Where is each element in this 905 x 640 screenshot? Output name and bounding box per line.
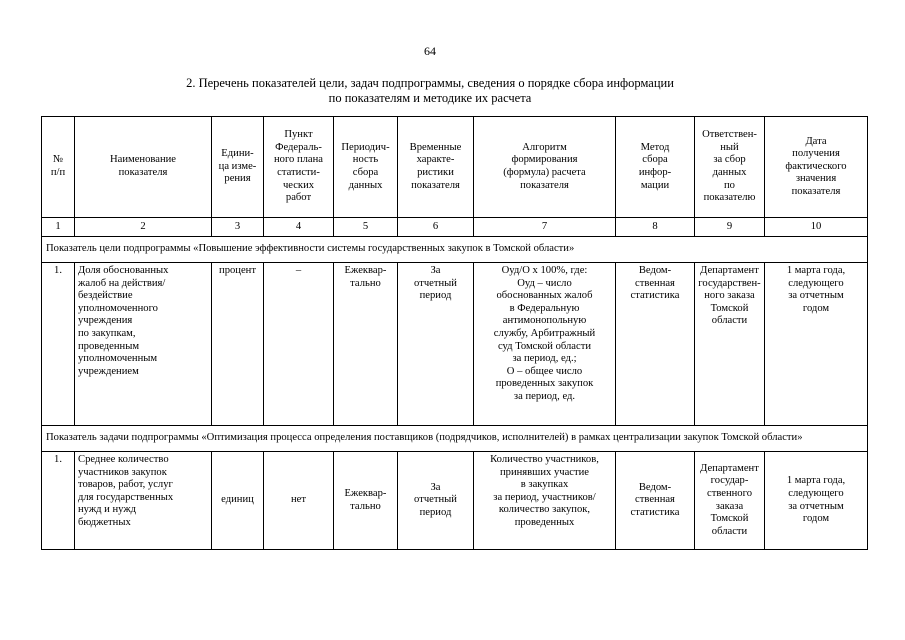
- header-cell-periodicity: Периодич- ность сбора данных: [334, 117, 398, 218]
- column-number: 9: [695, 218, 765, 237]
- collection-method: Ведом- ственная статистика: [616, 263, 695, 426]
- indicator-unit: единиц: [212, 452, 264, 550]
- section-title-goal: Показатель цели подпрограммы «Повышение эффективности системы государственных закупок в Томской области»: [42, 237, 868, 263]
- column-number: 6: [398, 218, 474, 237]
- table-row: [42, 452, 868, 550]
- indicator-name: Доля обоснованных жалоб на действия/ бездействие уполномоченного учреждения по закупкам, проведенным уполномоченным учреждением: [75, 263, 212, 426]
- column-number: 10: [765, 218, 868, 237]
- header-cell-date: Дата получения фактического значения показателя: [765, 117, 868, 218]
- header-row: [42, 117, 868, 218]
- indicator-unit: процент: [212, 263, 264, 426]
- table-row: [42, 263, 868, 426]
- periodicity: Ежеквар- тально: [334, 452, 398, 550]
- responsible-body: Департамент государ- ственного заказа Томской области: [695, 452, 765, 550]
- responsible-body: Департамент государствен- ного заказа Томской области: [695, 263, 765, 426]
- federal-plan-item: –: [264, 263, 334, 426]
- indicators-table: [41, 116, 868, 550]
- column-number: 8: [616, 218, 695, 237]
- document-title: [0, 76, 860, 106]
- row-num: 1.: [42, 263, 75, 426]
- calculation-algorithm: Оуд/О x 100%, где: Оуд – число обоснованных жалоб в Федеральную антимонопольную службу, Арбитражный суд Томской области за период, ед.; О – общее число проведенных закупок за период, ед.: [474, 263, 616, 426]
- collection-method: Ведом- ственная статистика: [616, 452, 695, 550]
- column-number: 3: [212, 218, 264, 237]
- section-title-task: Показатель задачи подпрограммы «Оптимизация процесса определения поставщиков (подрядчиков, исполнителей) в рамках централизации закупок Томской области»: [42, 426, 868, 452]
- calculation-algorithm: Количество участников, принявших участие в закупках за период, участников/ количество закупок, проведенных: [474, 452, 616, 550]
- value-date: 1 марта года, следующего за отчетным годом: [765, 452, 868, 550]
- page-number: 64: [424, 44, 436, 58]
- section-row: [42, 237, 868, 263]
- column-number: 4: [264, 218, 334, 237]
- column-number: 5: [334, 218, 398, 237]
- header-cell-unit: Едини- ца изме- рения: [212, 117, 264, 218]
- section-row: [42, 426, 868, 452]
- header-cell-responsible: Ответствен- ный за сбор данных по показателю: [695, 117, 765, 218]
- value-date: 1 марта года, следующего за отчетным годом: [765, 263, 868, 426]
- column-number: 7: [474, 218, 616, 237]
- header-cell-method: Метод сбора инфор- мации: [616, 117, 695, 218]
- header-cell-algorithm: Алгоритм формирования (формула) расчета показателя: [474, 117, 616, 218]
- header-cell-federal-plan: Пункт Федераль- ного плана статисти- ческих работ: [264, 117, 334, 218]
- column-number-row: [42, 218, 868, 237]
- column-number: 1: [42, 218, 75, 237]
- header-cell-name: Наименование показателя: [75, 117, 212, 218]
- title-line-2: по показателям и методике их расчета: [328, 91, 532, 105]
- column-number: 2: [75, 218, 212, 237]
- federal-plan-item: нет: [264, 452, 334, 550]
- header-cell-time: Временные характе- ристики показателя: [398, 117, 474, 218]
- title-line-1: 2. Перечень показателей цели, задач подпрограммы, сведения о порядке сбора информации: [186, 76, 674, 90]
- row-num: 1.: [42, 452, 75, 550]
- time-characteristics: За отчетный период: [398, 452, 474, 550]
- time-characteristics: За отчетный период: [398, 263, 474, 426]
- periodicity: Ежеквар- тально: [334, 263, 398, 426]
- header-cell-num: № п/п: [42, 117, 75, 218]
- indicator-name: Среднее количество участников закупок товаров, работ, услуг для государственных нужд и нужд бюджетных: [75, 452, 212, 550]
